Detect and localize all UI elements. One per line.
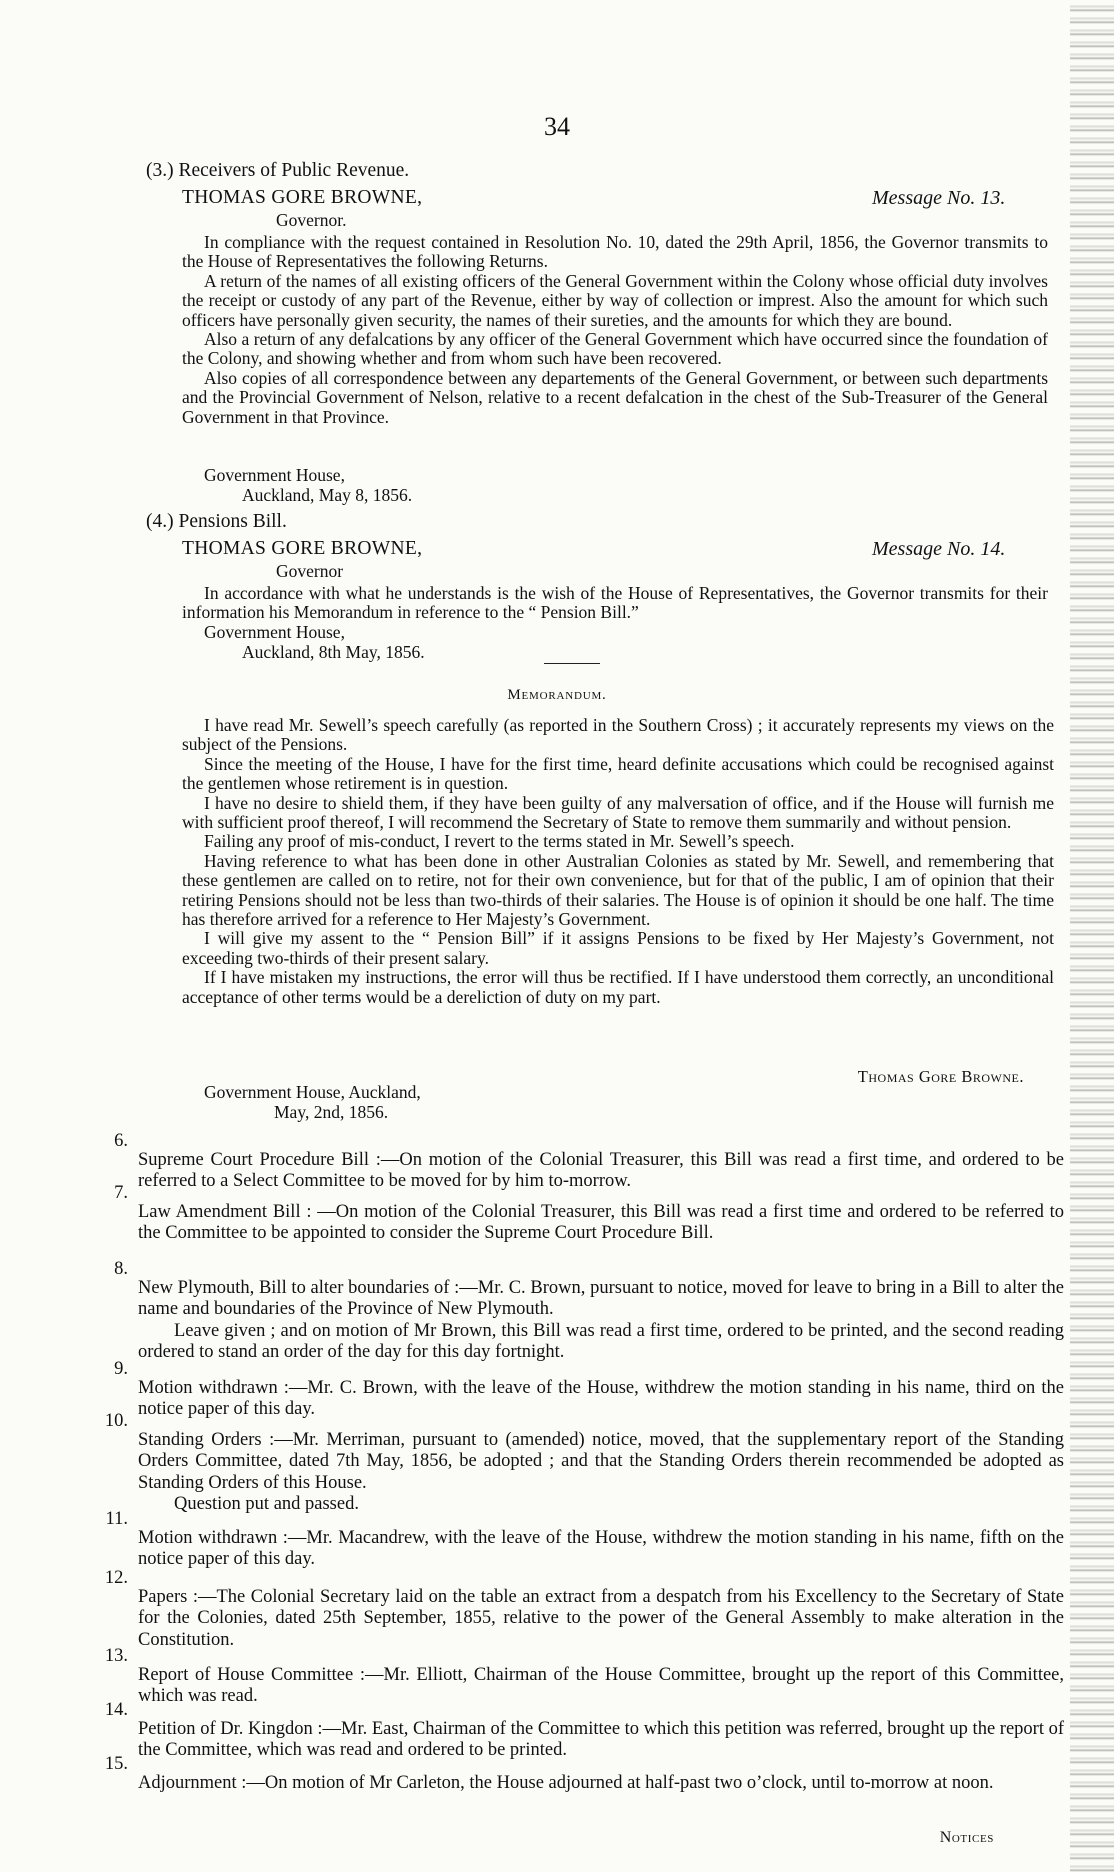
item-text-continued: Leave given ; and on motion of Mr Brown, this Bill was read a first time, ordered to be printed, and the second reading ordered to stand an order of the day for this day fortnight. [138, 1320, 1064, 1362]
item-text: Standing Orders :—Mr. Merriman, pursuant to (amended) notice, moved, that the supplementary report of the Standing Orders Committee, dated 7th May, 1856, be adopted ; and that the Standing Orders therein recommended be adopted as Standing Orders of this House. [138, 1429, 1064, 1493]
message-14-signer: THOMAS GORE BROWNE, [182, 538, 423, 559]
item-text: Petition of Dr. Kingdon :—Mr. East, Chairman of the Committee to which this petition was referred, brought up the report of the Committee, which was read and ordered to be printed. [138, 1718, 1064, 1760]
item-number: 15. [104, 1754, 128, 1774]
page-edge-shadow [1070, 0, 1114, 1872]
item-text-continued: Question put and passed. [174, 1494, 359, 1514]
memorandum-place: Government House, Auckland, [204, 1082, 421, 1102]
item-number: 6. [114, 1131, 128, 1151]
message-14-signer-title: Governor [276, 561, 344, 581]
message-14-number: Message No. 14. [872, 538, 1006, 560]
item-text-block [136, 1430, 1064, 1516]
message-13-paragraph: Also copies of all correspondence between any departements of the General Government, or between such departments and the Provincial Government of Nelson, relative to a recent defalcation in the chest of the Sub-Treasurer of the General Government in that Province. [182, 367, 1048, 427]
item-number: 13. [104, 1646, 128, 1666]
item-number: 12. [104, 1568, 128, 1588]
proceeding-item [92, 1183, 1064, 1263]
message-14-date: Auckland, 8th May, 1856. [242, 642, 425, 662]
memorandum-title: Memorandum. [507, 687, 607, 703]
memorandum-paragraph: I will give my assent to the “ Pension Bill” if it assigns Pensions to be fixed by Her Majesty’s Government, not exceeding two-thirds of their present salary. [182, 928, 1054, 968]
item-number: 10. [104, 1411, 128, 1431]
item-text: Adjournment :—On motion of Mr Carleton, the House adjourned at half-past two o’clock, until to-morrow at noon. [138, 1772, 994, 1793]
memorandum-paragraph: Having reference to what has been done in other Australian Colonies as stated by Mr. Sewell, and remembering that these gentlemen are called on to retire, not for their own convenience, but for that of the public, I am of opinion that their retiring Pensions should not be less than two-thirds of their salaries. The House is of opinion it should be one half. The time has therefore arrived for a reference to Her Majesty’s Government. [182, 850, 1054, 930]
message-14-body [182, 584, 1048, 623]
item-text: Motion withdrawn :—Mr. Macandrew, with the leave of the House, withdrew the motion standing in his name, fifth on the notice paper of this day. [138, 1527, 1064, 1569]
message-13-body [182, 233, 1048, 427]
page-number: 34 [544, 112, 570, 141]
item-text: Law Amendment Bill : —On motion of the Colonial Treasurer, this Bill was read a first time and ordered to be referred to the Committee to be appointed to consider the Supreme Court Procedure Bill. [138, 1201, 1064, 1243]
message-13-place: Government House, [204, 465, 345, 485]
message-13-date: Auckland, May 8, 1856. [242, 485, 413, 505]
memorandum-paragraph: I have no desire to shield them, if they have been guilty of any malversation of office, and if the House will furnish me with sufficient proof thereof, I will recommend the Secretary of State to remove them summarily and without pension. [182, 792, 1054, 833]
memorandum-paragraph: Since the meeting of the House, I have for the first time, heard definite accusations which could be recognised against the gentlemen whose retirement is in question. [182, 753, 1054, 794]
item-number: 8. [114, 1259, 128, 1279]
item-text: Papers :—The Colonial Secretary laid on the table an extract from a despatch from his Excellency to the Secretary of State for the Colonies, dated 25th September, 1855, relative to the power of the General Assembly to make alteration in the Constitution. [138, 1586, 1064, 1650]
item-text: Motion withdrawn :—Mr. C. Brown, with the leave of the House, withdrew the motion standing in his name, third on the notice paper of this day. [138, 1377, 1064, 1419]
memorandum-signature: Thomas Gore Browne. [857, 1067, 1024, 1086]
message-13-number: Message No. 13. [872, 187, 1006, 209]
proceeding-item [92, 1754, 1064, 1813]
memorandum-date: May, 2nd, 1856. [274, 1102, 389, 1122]
message-14-paragraph: In accordance with what he understands is the wish of the House of Representatives, the Governor transmits for their information his Memorandum in reference to the “ Pension Bill.” [182, 583, 1048, 623]
message-14-heading: (4.) Pensions Bill. [146, 511, 287, 532]
item-text: Report of House Committee :—Mr. Elliott, Chairman of the House Committee, brought up the report of this Committee, which was read. [138, 1664, 1064, 1706]
message-13-paragraph: In compliance with the request contained in Resolution No. 10, dated the 29th April, 1856, the Governor transmits to the House of Representatives the following Returns. [182, 232, 1048, 272]
item-number: 14. [104, 1700, 128, 1720]
item-number: 11. [105, 1509, 128, 1529]
item-text-block [136, 1278, 1064, 1364]
memorandum-paragraph: Failing any proof of mis-conduct, I revert to the terms stated in Mr. Sewell’s speech. [204, 831, 795, 852]
message-13-paragraph: A return of the names of all existing officers of the General Government within the Colony whose official duty involves the receipt or custody of any part of the Revenue, either by way of collection or imprest. Also the amount for which such officers have personally given security, the names of their sureties, and the amounts for which they are bound. [182, 270, 1048, 330]
memorandum-body [182, 716, 1054, 1007]
item-text: Supreme Court Procedure Bill :—On motion of the Colonial Treasurer, this Bill was read a first time, and ordered to be referred to a Select Committee to be moved for by him to-morrow. [138, 1149, 1064, 1191]
item-number: 7. [114, 1183, 128, 1203]
section-divider [544, 663, 600, 664]
memorandum-paragraph: I have read Mr. Sewell’s speech carefully (as reported in the Southern Cross) ; it accurately represents my views on the subject of the Pensions. [182, 715, 1054, 755]
item-text: New Plymouth, Bill to alter boundaries of :—Mr. C. Brown, pursuant to notice, moved for leave to bring in a Bill to alter the name and boundaries of the Province of New Plymouth. [138, 1277, 1064, 1319]
message-13-heading: (3.) Receivers of Public Revenue. [146, 160, 410, 181]
message-14-place: Government House, [204, 622, 345, 642]
message-13-signer-title: Governor. [276, 210, 347, 230]
message-13-signer: THOMAS GORE BROWNE, [182, 187, 423, 208]
item-number: 9. [114, 1359, 128, 1379]
message-13-paragraph: Also a return of any defalcations by any officer of the General Government which have occurred since the foundation of the Colony, and showing whether and from whom such have been recovered. [182, 329, 1048, 369]
catchword: Notices [939, 1829, 994, 1846]
memorandum-paragraph: If I have mistaken my instructions, the error will thus be rectified. If I have understood them correctly, an unconditional acceptance of other terms would be a dereliction of duty on my part. [182, 967, 1054, 1007]
